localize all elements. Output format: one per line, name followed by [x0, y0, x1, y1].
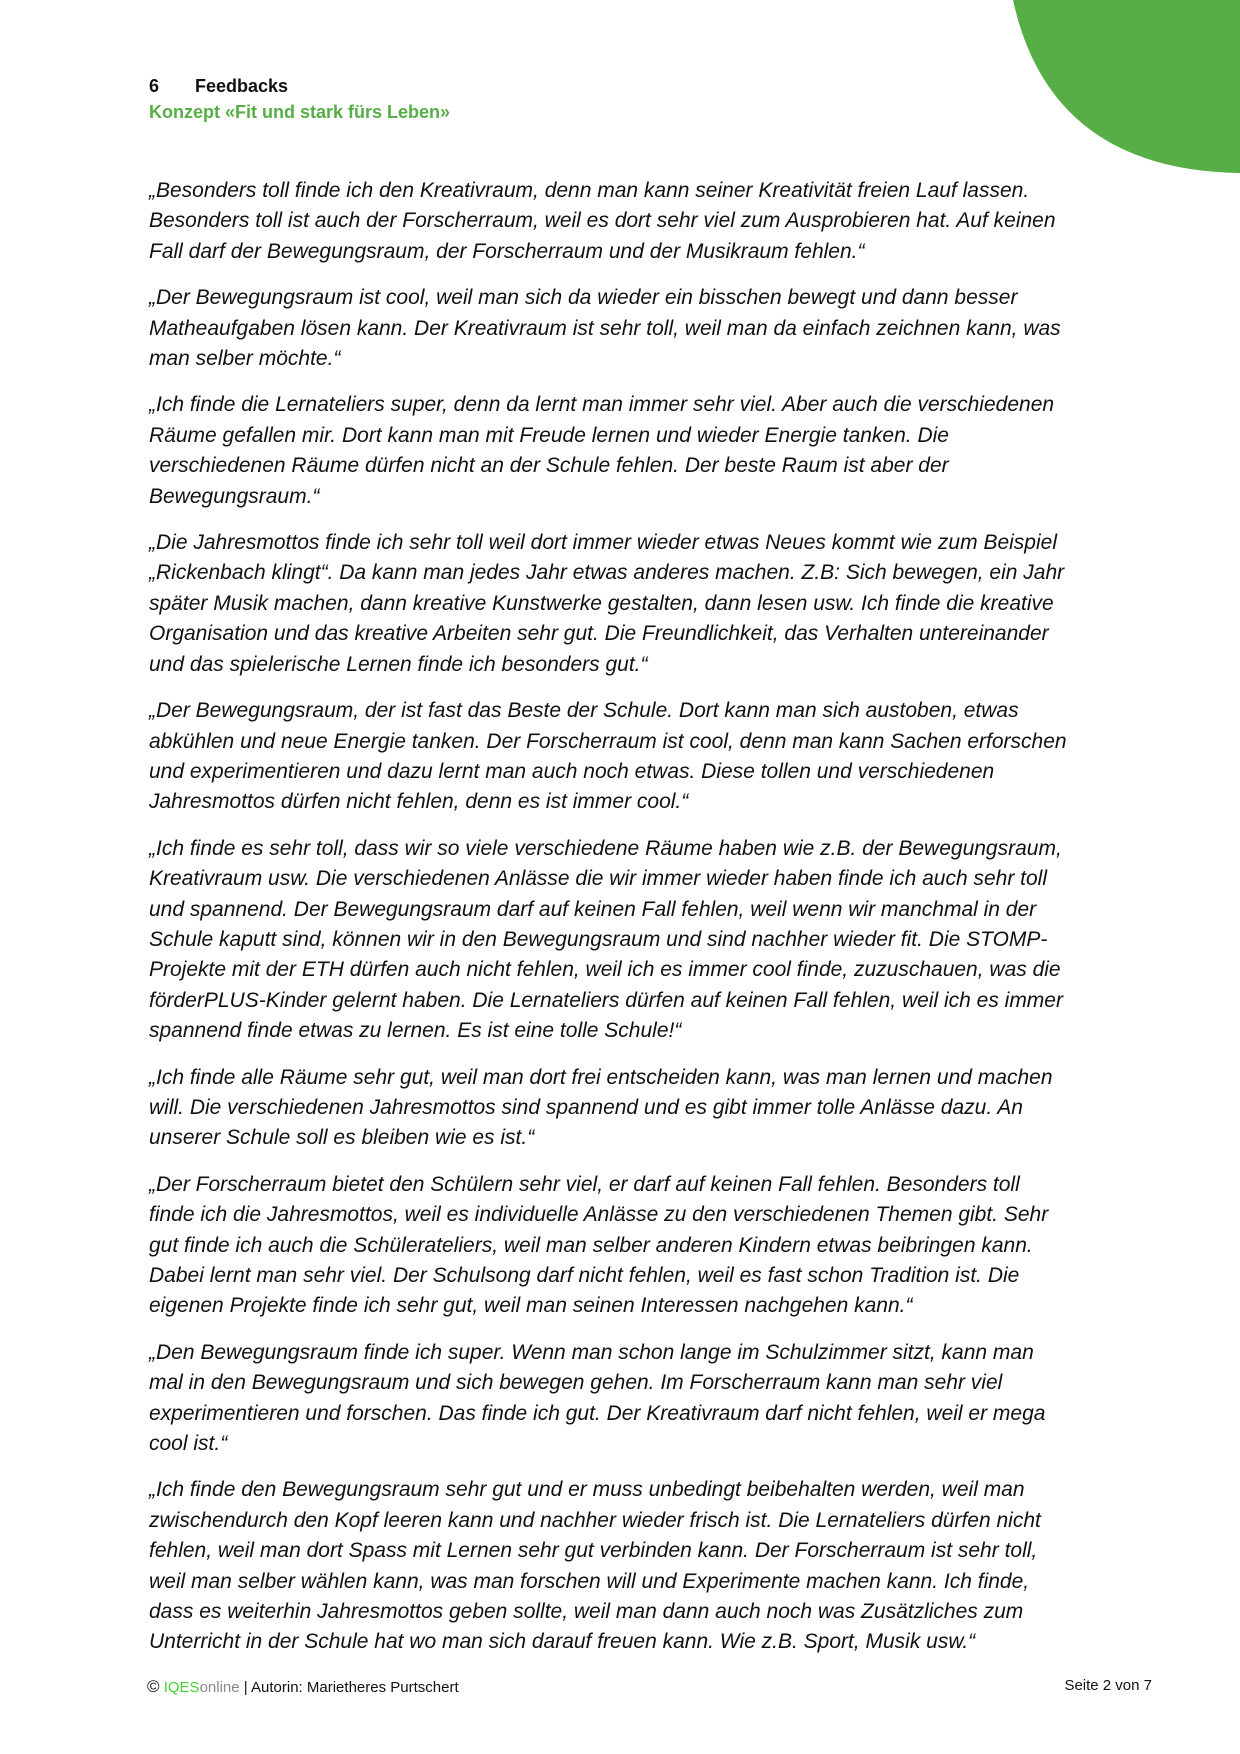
iqes-logo: IQESonline — [163, 1679, 240, 1696]
quote-line: „Der Bewegungsraum ist cool, weil man sich da wieder ein bisschen bewegt und dann besser — [149, 286, 1018, 310]
quote-line: experimentieren und forschen. Das finde ich gut. Der Kreativraum darf nicht fehlen, weil er mega — [149, 1401, 1046, 1425]
quote-line: mal in den Bewegungsraum und sich bewegen gehen. Im Forscherraum kann man sehr viel — [149, 1371, 1003, 1395]
feedback-quote — [149, 696, 1159, 818]
feedback-quote — [149, 176, 1159, 267]
feedback-quote — [149, 1475, 1159, 1657]
feedback-quote — [149, 1063, 1159, 1154]
quote-line: und experimentieren und dazu lernt man auch noch etwas. Diese tollen und verschiedenen — [149, 759, 995, 783]
quote-line: Schule kaputt sind, können wir in den Bewegungsraum und sind nachher wieder fit. Die STOMP- — [149, 927, 1048, 951]
copyright-icon: © — [147, 1677, 160, 1696]
feedback-quote — [149, 1338, 1159, 1460]
quote-line: „Ich finde den Bewegungsraum sehr gut und er muss unbedingt beibehalten werden, weil man — [149, 1478, 1025, 1502]
quote-line: Kreativraum usw. Die verschiedenen Anlässe die wir immer wieder haben finde ich auch sehr toll — [149, 867, 1047, 891]
quote-line: verschiedenen Räume dürfen nicht an der Schule fehlen. Der beste Raum ist aber der — [149, 454, 949, 478]
footer-credit — [147, 1677, 459, 1697]
quote-line: „Der Bewegungsraum, der ist fast das Beste der Schule. Dort kann man sich austoben, etwas — [149, 699, 1019, 723]
quote-line: „Ich finde die Lernateliers super, denn da lernt man immer sehr viel. Aber auch die verschiedenen — [149, 393, 1055, 417]
quote-line: Besonders toll ist auch der Forscherraum, weil es dort sehr viel zum Ausprobieren hat. Auf keinen — [149, 209, 1056, 233]
quote-line: und das spielerische Lernen finde ich besonders gut.“ — [149, 652, 648, 676]
quote-line: cool ist.“ — [149, 1432, 228, 1456]
quote-line: Bewegungsraum.“ — [149, 484, 320, 508]
footer-author: Autorin: Marietheres Purtschert — [251, 1679, 459, 1696]
quote-line: „Den Bewegungsraum finde ich super. Wenn man schon lange im Schulzimmer sitzt, kann man — [149, 1340, 1034, 1364]
feedback-quote — [149, 283, 1159, 374]
quote-line: spannend finde etwas zu lernen. Es ist eine tolle Schule!“ — [149, 1019, 682, 1043]
quote-line: „Ich finde es sehr toll, dass wir so viele verschiedene Räume haben wie z.B. der Bewegungsraum, — [149, 836, 1062, 860]
quote-line: Dabei lernt man sehr viel. Der Schulsong darf nicht fehlen, weil es fast schon Tradition ist. Die — [149, 1264, 1020, 1287]
document-subtitle: Konzept «Fit und stark fürs Leben» — [149, 102, 451, 122]
feedback-quote — [149, 390, 1159, 512]
quote-line: Unterricht in der Schule hat wo man sich darauf freuen kann. Wie z.B. Sport, Musik usw.“ — [149, 1630, 976, 1654]
quote-line: „Besonders toll finde ich den Kreativraum, denn man kann seiner Kreativität freien Lauf lassen. — [149, 179, 1030, 202]
decorative-green-shape — [1010, 0, 1240, 180]
quote-line: gut finde ich auch die Schülerateliers, weil man selber anderen Kindern etwas beibringen kann. — [149, 1233, 1033, 1257]
quote-line: abkühlen und neue Energie tanken. Der Forscherraum ist cool, denn man kann Sachen erforschen — [149, 729, 1067, 753]
quote-line: will. Die verschiedenen Jahresmottos sind spannend und es gibt immer tolle Anlässe dazu. An — [149, 1095, 1023, 1119]
page-number: Seite 2 von 7 — [1064, 1677, 1152, 1694]
section-title: Feedbacks — [195, 76, 289, 96]
quote-line: Jahresmottos dürfen nicht fehlen, denn es ist immer cool.“ — [149, 790, 689, 814]
quote-line: weil man selber wählen kann, was man forschen will und Experimente machen kann. Ich finde, — [149, 1569, 1030, 1593]
footer-separator: | — [243, 1679, 248, 1696]
quote-line: dass es weiterhin Jahresmottos geben sollte, weil man dann auch noch was Zusätzliches zum — [149, 1600, 1024, 1624]
quote-line: unserer Schule soll es bleiben wie es ist.“ — [149, 1126, 535, 1150]
quote-line: fehlen, weil man dort Spass mit Lernen sehr gut verbinden kann. Der Forscherraum ist sehr toll, — [149, 1539, 1038, 1563]
feedback-quote — [149, 834, 1159, 1047]
quote-line: später Musik machen, dann kreative Kunstwerke gestalten, dann lesen usw. Ich finde die kreative — [149, 591, 1054, 615]
feedback-quote — [149, 528, 1159, 680]
quote-line: und spannend. Der Bewegungsraum darf auf keinen Fall fehlen, weil wenn wir manchmal in der — [149, 897, 1037, 921]
quote-line: Organisation und das kreative Arbeiten sehr gut. Die Freundlichkeit, das Verhalten untereinander — [149, 622, 1049, 646]
quote-line: finde ich die Jahresmottos, weil es individuelle Anlässe zu den verschiedenen Themen gibt. Sehr — [149, 1203, 1049, 1227]
quote-line: eigenen Projekte finde ich sehr gut, weil man seinen Interessen nachgehen kann.“ — [149, 1294, 913, 1318]
quote-line: „Ich finde alle Räume sehr gut, weil man dort frei entscheiden kann, was man lernen und machen — [149, 1065, 1053, 1089]
quote-line: zwischendurch den Kopf leeren kann und nachher wieder frisch ist. Die Lernateliers dürfen nicht — [149, 1508, 1041, 1532]
quote-line: „Der Forscherraum bietet den Schülern sehr viel, er darf auf keinen Fall fehlen. Besonders toll — [149, 1172, 1020, 1196]
feedback-quotes — [149, 176, 1159, 1674]
quote-line: „Die Jahresmottos finde ich sehr toll weil dort immer wieder etwas Neues kommt wie zum Beispiel — [149, 531, 1057, 555]
quote-line: Räume gefallen mir. Dort kann man mit Freude lernen und wieder Energie tanken. Die — [149, 423, 949, 447]
quote-line: Matheaufgaben lösen kann. Der Kreativraum ist sehr toll, weil man da einfach zeichnen kann, was — [149, 316, 1061, 340]
quote-line: förderPLUS-Kinder gelernt haben. Die Lernateliers dürfen auf keinen Fall fehlen, weil ich es immer — [149, 988, 1063, 1012]
quote-line: man selber möchte.“ — [149, 347, 341, 371]
section-heading — [149, 76, 288, 97]
feedback-quote — [149, 1170, 1159, 1322]
quote-line: Projekte mit der ETH dürfen auch nicht fehlen, weil ich es immer cool finde, zuzuschauen, was die — [149, 958, 1061, 982]
section-number: 6 — [149, 76, 160, 96]
quote-line: Fall darf der Bewegungsraum, der Forscherraum und der Musikraum fehlen.“ — [149, 239, 865, 263]
quote-line: „Rickenbach klingt“. Da kann man jedes Jahr etwas anderes machen. Z.B: Sich bewegen, ein Jahr — [149, 561, 1065, 585]
